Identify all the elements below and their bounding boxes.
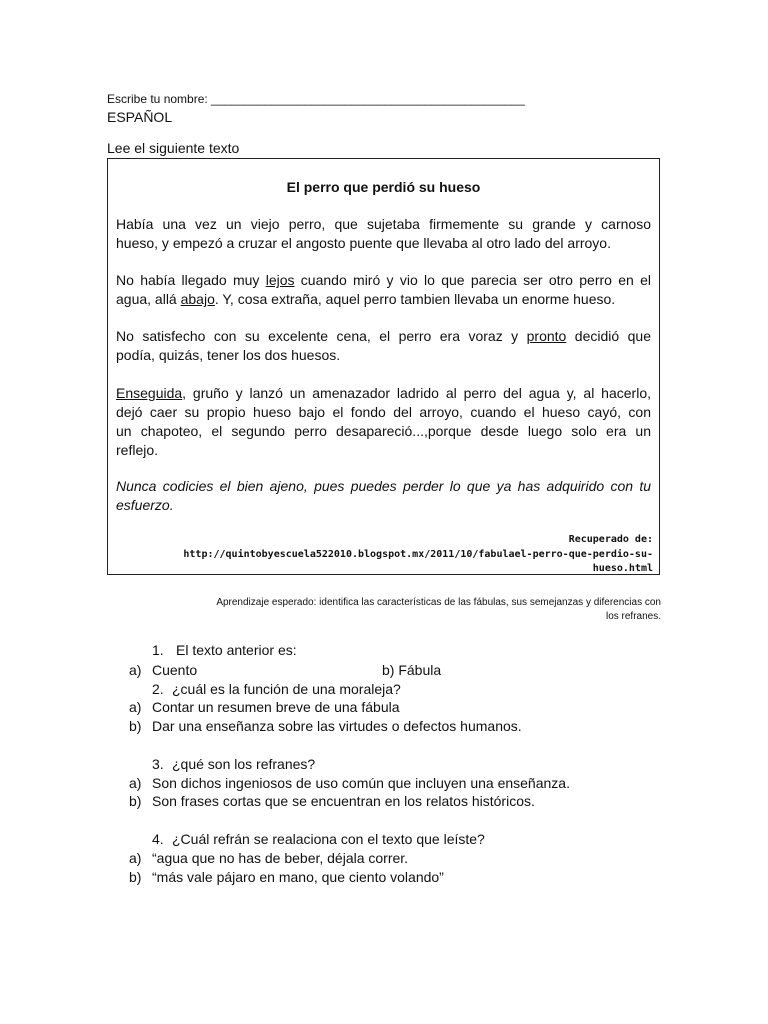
question-number: 4. (152, 831, 164, 847)
paragraph-line (116, 271, 651, 290)
option-letter: b) (129, 793, 142, 809)
answer-option[interactable]: “agua que no has de beber, déjala correr. (152, 850, 409, 866)
paragraph-line: esfuerzo. (116, 497, 174, 513)
text-run: agua, allá (116, 291, 181, 307)
fable-title: El perro que perdió su hueso (286, 179, 481, 195)
text-run: decidió que (566, 328, 651, 344)
option-letter: b) (129, 869, 142, 885)
paragraph-line (116, 290, 651, 309)
text-run: . Y, cosa extraña, aquel perro tambien llevaba un enorme hueso. (214, 291, 616, 307)
source-label: Recuperado de: (568, 534, 653, 545)
answer-option[interactable]: Son frases cortas que se encuentran en los relatos históricos. (152, 793, 535, 809)
question-number: 2. (152, 681, 164, 697)
option-letter: a) (129, 775, 142, 791)
paragraph-line: Nunca codicies el bien ajeno, pues puedes perder lo que ya has adquirido con tu (116, 478, 651, 494)
paragraph-line (116, 384, 651, 403)
reading-instruction: Lee el siguiente texto (107, 140, 240, 156)
answer-option[interactable]: Dar una enseñanza sobre las virtudes o defectos humanos. (152, 718, 522, 734)
learning-objective-line-2: los refranes. (605, 611, 661, 622)
question-number: 1. (152, 642, 164, 658)
source-url-line-2: hueso.html (592, 563, 653, 574)
paragraph-line: un chapoteo, el segundo perro desapareció...,porque desde luego solo era un (116, 423, 651, 439)
option-letter: a) (129, 699, 142, 715)
paragraph-line: reflejo. (116, 442, 159, 458)
fable-paragraph-3 (116, 327, 651, 365)
underlined-word-pronto: pronto (526, 328, 567, 344)
text-run: , gruño y lanzó un amenazador ladrido al perro del agua y, al hacerlo, (182, 385, 651, 401)
fable-paragraph-2 (116, 271, 651, 309)
underlined-word-lejos: lejos (265, 272, 295, 288)
answer-option[interactable]: “más vale pájaro en mano, que ciento volando” (152, 869, 444, 885)
text-run: cuando miró y vio lo que parecia ser otro perro en el (294, 272, 651, 288)
subject-heading: ESPAÑOL (107, 109, 173, 125)
answer-option[interactable]: Contar un resumen breve de una fábula (152, 699, 400, 715)
answer-option[interactable]: Son dichos ingeniosos de uso común que incluyen una enseñanza. (152, 775, 570, 791)
answer-option[interactable]: Cuento (152, 662, 198, 678)
answer-option[interactable]: b) Fábula (382, 662, 442, 678)
paragraph-line: dejó caer su propio hueso bajo el fondo del arroyo, cuando el hueso cayó, con (116, 404, 651, 420)
question-number: 3. (152, 756, 164, 772)
paragraph-line (116, 327, 651, 346)
text-run: No había llegado muy (116, 272, 266, 288)
learning-objective-line-1: Aprendizaje esperado: identifica las características de las fábulas, sus semejanzas y diferencias con (216, 597, 661, 608)
underlined-word-abajo: abajo (180, 291, 215, 307)
fable-paragraph-4 (116, 384, 651, 460)
name-field-line[interactable]: Escribe tu nombre: _______________________________________________ (107, 92, 525, 106)
option-letter: b) (129, 718, 142, 734)
question-text: ¿qué son los refranes? (172, 756, 316, 772)
paragraph-line: Había una vez un viejo perro, que sujetaba firmemente su grande y carnoso (116, 216, 651, 232)
text-run: No satisfecho con su excelente cena, el perro era voraz y (116, 328, 527, 344)
fable-moral (116, 477, 651, 515)
paragraph-line: podía, quizás, tener los dos huesos. (116, 347, 341, 363)
paragraph-line: hueso, y empezó a cruzar el angosto puente que llevaba al otro lado del arroyo. (116, 235, 611, 251)
question-text: ¿cuál es la función de una moraleja? (172, 681, 401, 697)
underlined-word-enseguida: Enseguida (116, 385, 183, 401)
option-letter: a) (129, 662, 142, 678)
option-letter: a) (129, 850, 142, 866)
source-url-line-1: http://quintobyescuela522010.blogspot.mx/2011/10/fabulael-perro-que-perdio-su- (183, 549, 653, 560)
question-text: El texto anterior es: (176, 642, 297, 658)
fable-text-box (107, 158, 660, 575)
question-text: ¿Cuál refrán se realaciona con el texto que leíste? (172, 831, 485, 847)
fable-paragraph-1 (116, 215, 651, 253)
